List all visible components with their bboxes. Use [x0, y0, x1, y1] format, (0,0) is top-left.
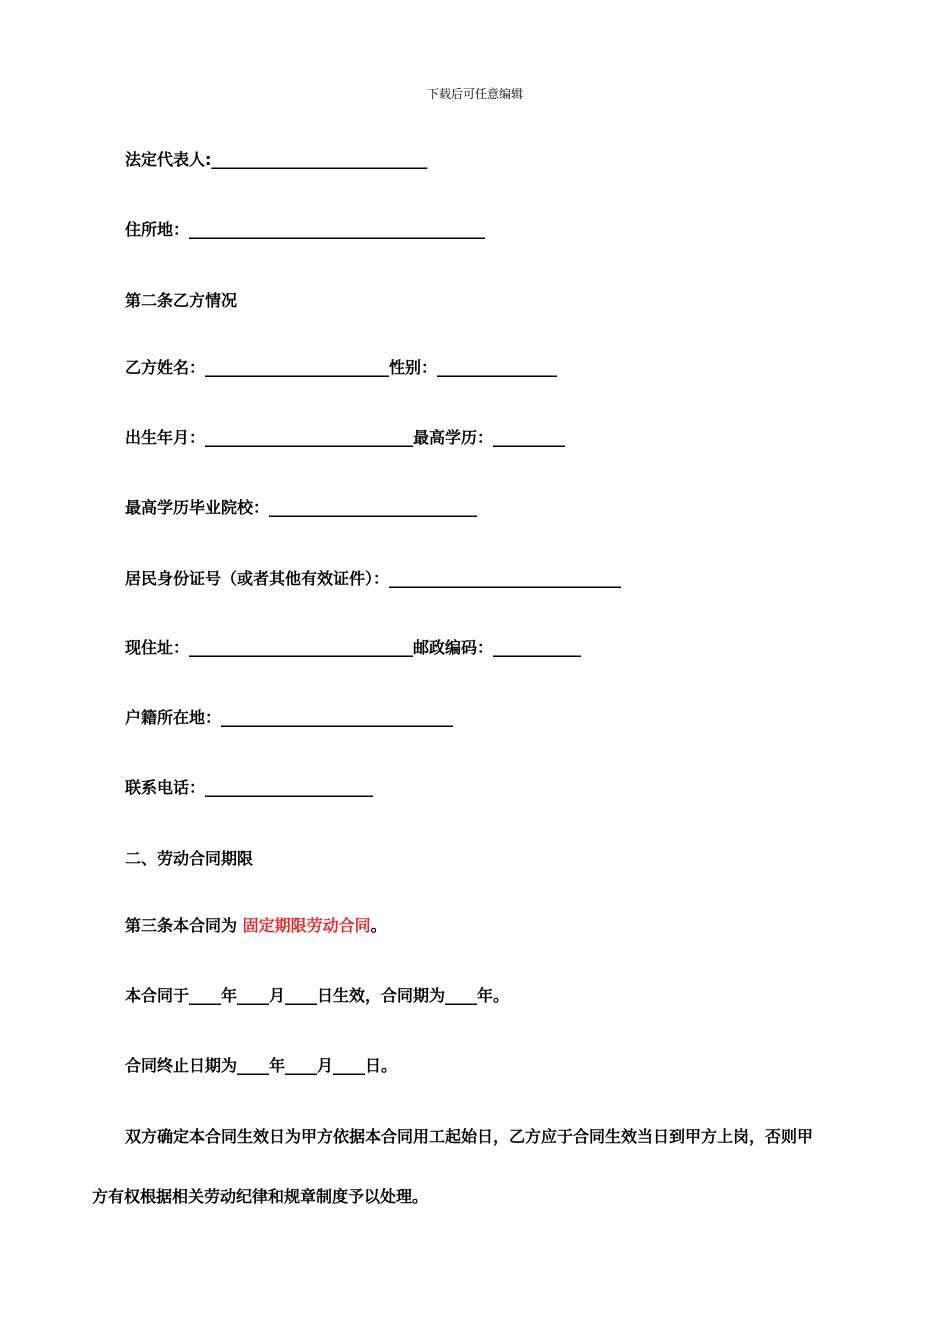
effective-date-line: 本合同于____年____月____日生效，合同期为____年。 — [125, 986, 510, 1005]
id-number-field: 居民身份证号（或者其他有效证件）：_____________________________ — [125, 569, 622, 588]
termination-date-line: 合同终止日期为____年____月____日。 — [125, 1056, 398, 1075]
address-field: 住所地：_____________________________________ — [125, 220, 486, 239]
school-field: 最高学历毕业院校：__________________________ — [125, 498, 478, 517]
article3-prefix: 第三条本合同为 — [125, 916, 243, 935]
onboarding-paragraph-line2: 方有权根据相关劳动纪律和规章制度予以处理。 — [92, 1187, 429, 1206]
contract-type-highlight: 固定期限劳动合同 — [242, 916, 371, 935]
name-gender-field: 乙方姓名：_______________________性别：_______________ — [125, 358, 558, 377]
page-header: 下载后可任意编辑 — [426, 87, 523, 101]
phone-field: 联系电话：_____________________ — [125, 778, 374, 797]
birth-education-field: 出生年月：__________________________最高学历：_________ — [125, 428, 566, 447]
article2-heading: 第二条乙方情况 — [125, 291, 238, 310]
article3-line — [125, 915, 387, 937]
household-registration-field: 户籍所在地：_____________________________ — [125, 708, 454, 727]
section2-heading: 二、劳动合同期限 — [125, 849, 254, 868]
legal-representative-field: 法定代表人:___________________________ — [125, 150, 428, 169]
current-address-field: 现住址：____________________________邮政编码：___________ — [125, 638, 582, 657]
article3-suffix: 。 — [370, 916, 387, 935]
onboarding-paragraph-line1: 双方确定本合同生效日为甲方依据本合同用工起始日，乙方应于合同生效当日到甲方上岗，否则甲 — [125, 1127, 814, 1146]
